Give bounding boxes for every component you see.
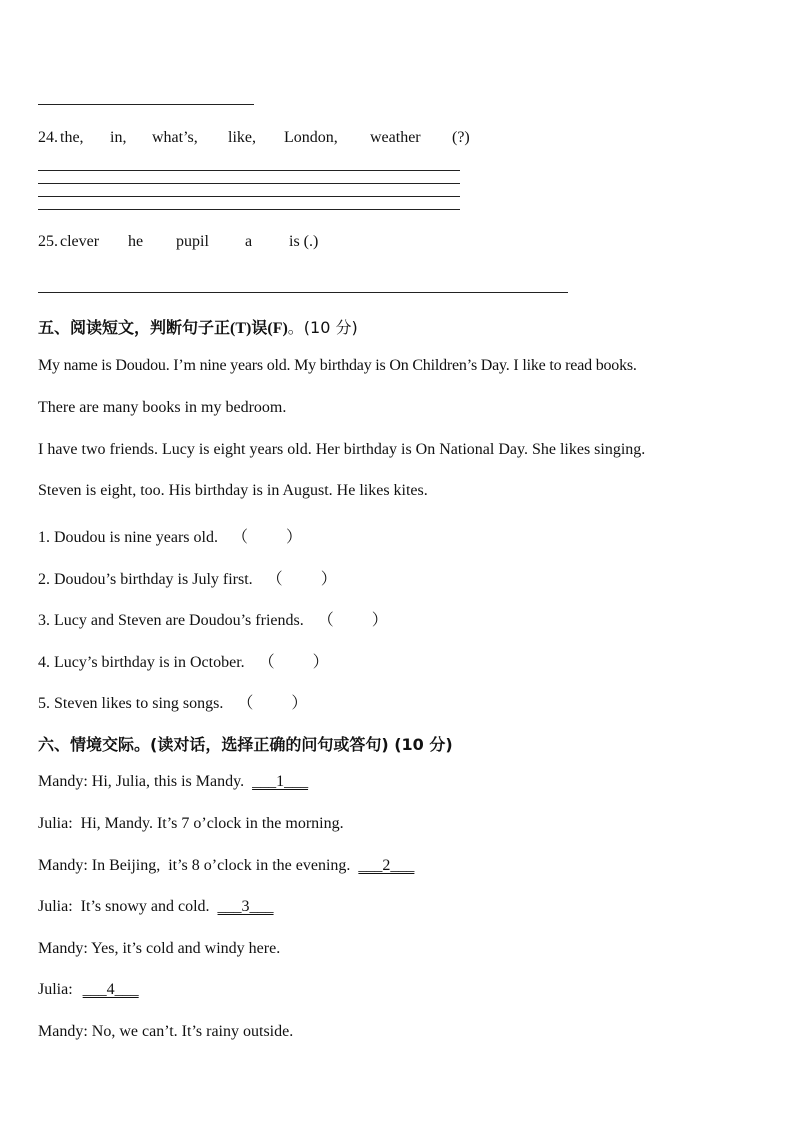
question-number: 25. [38, 233, 58, 250]
dialogue-line [38, 815, 344, 833]
tf-question [38, 690, 307, 713]
answer-paren-open[interactable]: （ [317, 612, 334, 629]
tf-question [38, 607, 388, 630]
dialogue-line [38, 981, 139, 999]
dialogue-blank-3[interactable]: ___3___ [217, 898, 274, 915]
dialogue-text: Mandy: No, we can’t. It’s rainy outside. [38, 1023, 294, 1040]
scrambled-word: (?) [452, 129, 470, 146]
section-5-title-true-mark: (T) [230, 320, 252, 337]
dialogue-blank-4[interactable]: ___4___ [82, 981, 139, 998]
dialogue-line [38, 1023, 293, 1041]
answer-paren-open[interactable]: （ [231, 529, 248, 546]
dialogue-line [38, 857, 414, 875]
scrambled-word: clever [60, 233, 100, 250]
tf-question-text: 3. Lucy and Steven are Doudou’s friends. [38, 612, 304, 629]
question-number: 24. [38, 129, 58, 146]
scrambled-word: London, [284, 129, 338, 146]
answer-line-q24 [38, 209, 460, 210]
scrambled-word: is (.) [289, 233, 319, 250]
tf-question [38, 649, 329, 672]
dialogue-line [38, 773, 308, 791]
dialogue-text: Julia: [38, 981, 73, 998]
answer-paren-close: ） [291, 695, 308, 712]
tf-question-text: 2. Doudou’s birthday is July first. [38, 571, 253, 588]
passage-line: I have two friends. Lucy is eight years old. Her birthday is On National Day. She likes singing. [38, 441, 646, 458]
section-5-title-false-mark: (F) [267, 320, 288, 337]
section-5-title-part: 五、阅读短文，判断句子正 [38, 318, 231, 337]
scrambled-word: he [128, 233, 144, 250]
dialogue-blank-1[interactable]: ___1___ [252, 773, 309, 790]
dialogue-text: Mandy: Hi, Julia, this is Mandy. [38, 773, 245, 790]
answer-line-q24 [38, 196, 460, 197]
section-5-title-points: 。(10 分) [287, 318, 358, 337]
tf-question-text: 5. Steven likes to sing songs. [38, 695, 224, 712]
tf-question [38, 566, 337, 589]
dialogue-text: Julia: Hi, Mandy. It’s 7 o’clock in the morning. [38, 815, 344, 832]
answer-paren-close: ） [286, 529, 303, 546]
answer-line-q24 [38, 183, 460, 184]
answer-line-q25 [38, 292, 568, 293]
scrambled-word: the, [60, 129, 84, 146]
question-25 [38, 233, 358, 255]
dialogue-blank-2[interactable]: ___2___ [358, 857, 415, 874]
scrambled-word: like, [228, 129, 256, 146]
answer-paren-close: ） [371, 612, 388, 629]
dialogue-text: Mandy: Yes, it’s cold and windy here. [38, 940, 281, 957]
dialogue-text: Julia: It’s snowy and cold. [38, 898, 210, 915]
passage-line: Steven is eight, too. His birthday is in August. He likes kites. [38, 482, 428, 499]
answer-paren-close: ） [320, 571, 337, 588]
section-5-title-part: 误 [251, 318, 268, 337]
scrambled-word: pupil [176, 233, 209, 250]
passage-line: My name is Doudou. I’m nine years old. My birthday is On Children’s Day. I like to read books. [38, 357, 637, 374]
answer-paren-close: ） [312, 654, 329, 671]
passage-line: There are many books in my bedroom. [38, 399, 287, 416]
section-6-title: 六、情境交际。(读对话，选择正确的问句或答句) (10 分) [38, 735, 453, 754]
dialogue-line [38, 940, 280, 958]
answer-paren-open[interactable]: （ [266, 571, 283, 588]
scrambled-word: a [245, 233, 253, 250]
tf-question-text: 1. Doudou is nine years old. [38, 529, 218, 546]
answer-line-q24 [38, 170, 460, 171]
answer-paren-open[interactable]: （ [258, 654, 275, 671]
tf-question-text: 4. Lucy’s birthday is in October. [38, 654, 245, 671]
section-5-title [38, 315, 358, 338]
question-24 [38, 129, 478, 151]
scrambled-word: weather [370, 129, 421, 146]
dialogue-text: Mandy: In Beijing, it’s 8 o’clock in the evening. [38, 857, 351, 874]
tf-question [38, 524, 302, 547]
dialogue-line [38, 898, 274, 916]
answer-paren-open[interactable]: （ [237, 695, 254, 712]
scrambled-word: what’s, [152, 129, 198, 146]
scrambled-word: in, [110, 129, 127, 146]
answer-line-q23 [38, 104, 254, 105]
